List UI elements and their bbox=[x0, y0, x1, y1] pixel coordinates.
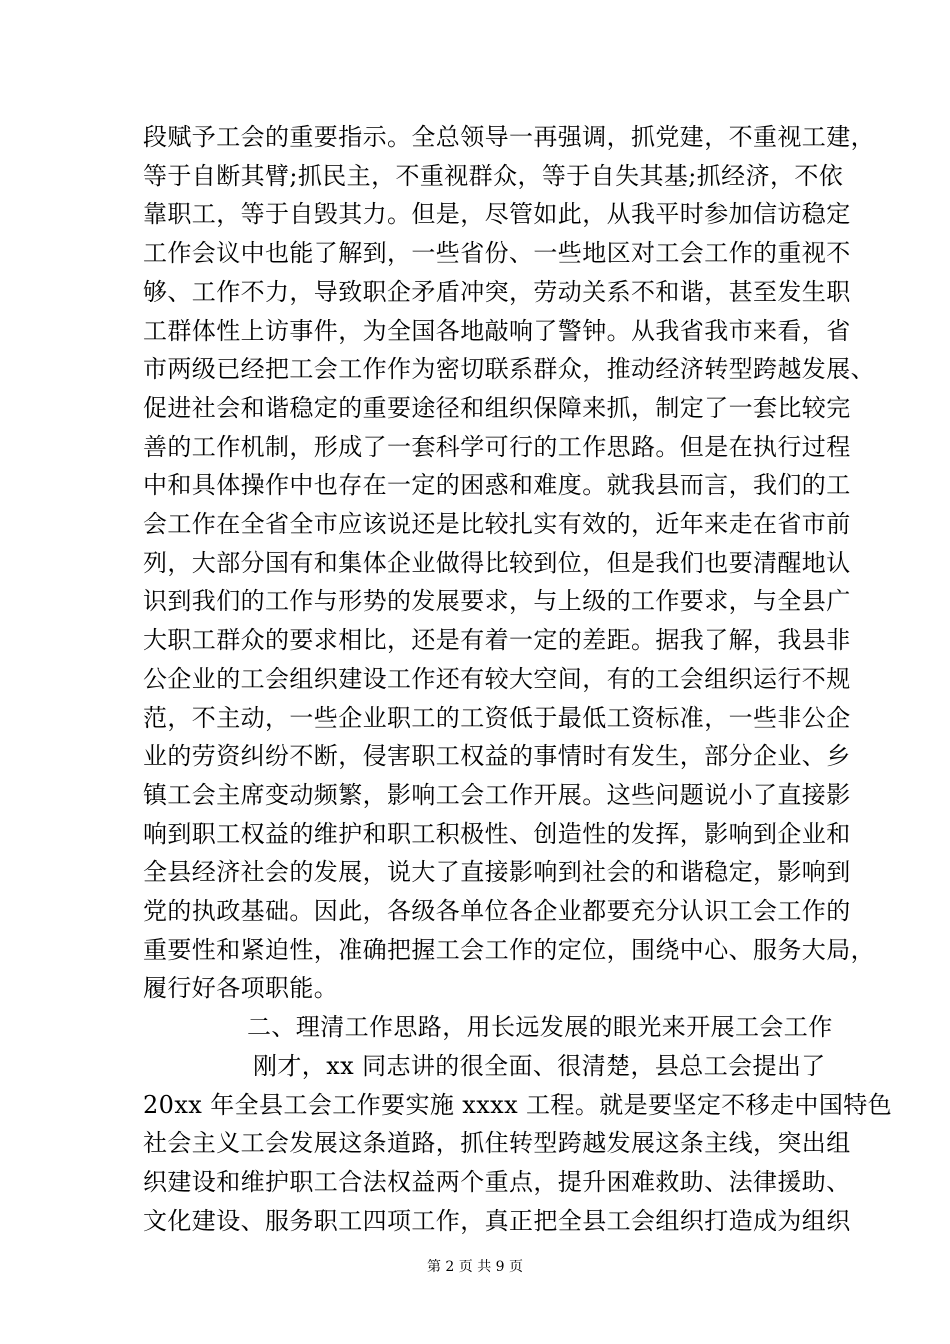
text-line: 大职工群众的要求相比，还是有着一定的差距。据我了解，我县非 bbox=[143, 626, 851, 654]
page-footer bbox=[0, 1259, 950, 1275]
text-line: 党的执政基础。因此，各级各单位各企业都要充分认识工会工作的 bbox=[143, 897, 851, 925]
text-line: 范，不主动，一些企业职工的工资低于最低工资标准，一些非公企 bbox=[143, 704, 851, 732]
text-line: 识到我们的工作与形势的发展要求，与上级的工作要求，与全县广 bbox=[143, 587, 851, 615]
page-number-label: 第 2 页 共 9 页 bbox=[426, 1259, 524, 1275]
text-line: 重要性和紧迫性，准确把握工会工作的定位，围绕中心、服务大局， bbox=[143, 936, 875, 964]
text-line: 刚才，xx 同志讲的很全面、很清楚，县总工会提出了 bbox=[253, 1052, 826, 1080]
text-line: 靠职工，等于自毁其力。但是，尽管如此，从我平时参加信访稳定 bbox=[143, 200, 851, 228]
text-line: 段赋予工会的重要指示。全总领导一再强调，抓党建，不重视工建， bbox=[143, 123, 875, 151]
text-line: 20xx 年全县工会工作要实施 xxxx 工程。就是要坚定不移走中国特色 bbox=[143, 1091, 893, 1119]
text-line: 工作会议中也能了解到，一些省份、一些地区对工会工作的重视不 bbox=[143, 239, 851, 267]
text-line: 业的劳资纠纷不断，侵害职工权益的事情时有发生，部分企业、乡 bbox=[143, 742, 851, 770]
text-line: 镇工会主席变动频繁，影响工会工作开展。这些问题说小了直接影 bbox=[143, 781, 851, 809]
text-line: 全县经济社会的发展，说大了直接影响到社会的和谐稳定，影响到 bbox=[143, 858, 851, 886]
text-line: 列，大部分国有和集体企业做得比较到位，但是我们也要清醒地认 bbox=[143, 549, 851, 577]
section-heading: 二、理清工作思路，用长远发展的眼光来开展工会工作 bbox=[247, 1013, 833, 1041]
text-line: 中和具体操作中也存在一定的困惑和难度。就我县而言，我们的工 bbox=[143, 471, 851, 499]
text-line: 社会主义工会发展这条道路，抓住转型跨越发展这条主线，突出组 bbox=[143, 1129, 851, 1157]
text-line: 履行好各项职能。 bbox=[143, 974, 339, 1002]
text-line: 市两级已经把工会工作作为密切联系群众，推动经济转型跨越发展、 bbox=[143, 355, 875, 383]
text-line: 织建设和维护职工合法权益两个重点，提升困难救助、法律援助、 bbox=[143, 1168, 851, 1196]
text-line: 促进社会和谐稳定的重要途径和组织保障来抓，制定了一套比较完 bbox=[143, 394, 851, 422]
text-line: 公企业的工会组织建设工作还有较大空间，有的工会组织运行不规 bbox=[143, 665, 851, 693]
text-line: 够、工作不力，导致职企矛盾冲突，劳动关系不和谐，甚至发生职 bbox=[143, 278, 851, 306]
text-line: 善的工作机制，形成了一套科学可行的工作思路。但是在执行过程 bbox=[143, 433, 851, 461]
text-line: 响到职工权益的维护和职工积极性、创造性的发挥，影响到企业和 bbox=[143, 820, 851, 848]
text-line: 会工作在全省全市应该说还是比较扎实有效的，近年来走在省市前 bbox=[143, 510, 851, 538]
text-line: 工群体性上访事件，为全国各地敲响了警钟。从我省我市来看，省 bbox=[143, 317, 851, 345]
text-line: 文化建设、服务职工四项工作，真正把全县工会组织打造成为组织 bbox=[143, 1207, 851, 1235]
text-line: 等于自断其臂;抓民主，不重视群众，等于自失其基;抓经济，不依 bbox=[143, 162, 844, 190]
